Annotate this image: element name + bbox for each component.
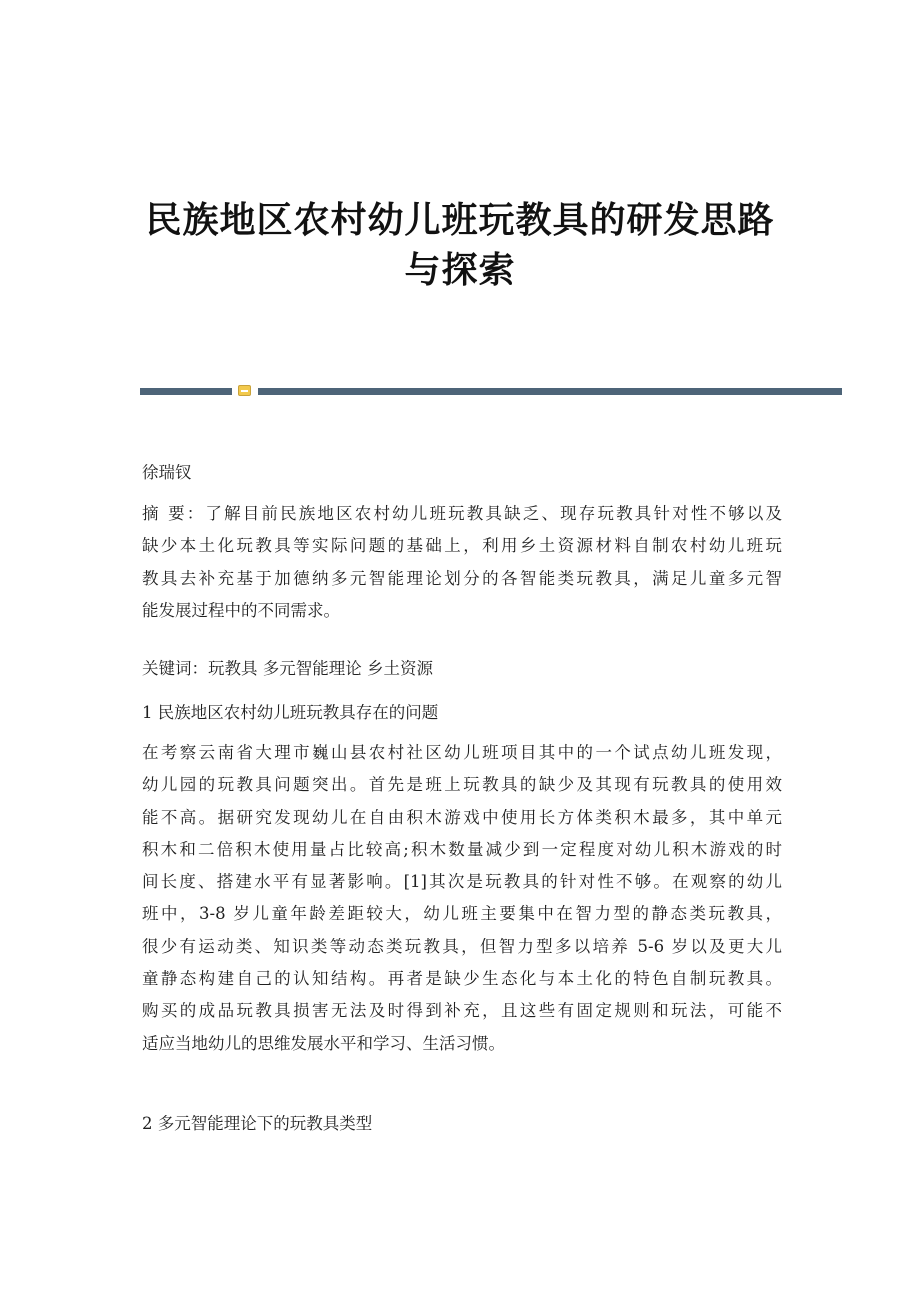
divider-bar-left bbox=[140, 388, 232, 395]
body-line: 幼儿园的玩教具问题突出。首先是班上玩教具的缺少及其现有玩教具的使用效 bbox=[142, 775, 782, 795]
author-name: 徐瑞钗 bbox=[142, 463, 192, 482]
body-line: 间长度、搭建水平有显著影响。[1]其次是玩教具的针对性不够。在观察的幼儿 bbox=[142, 872, 782, 892]
section-2-heading: 2 多元智能理论下的玩教具类型 bbox=[142, 1114, 373, 1133]
body-line: 很少有运动类、知识类等动态类玩教具，但智力型多以培养 5-6 岁以及更大儿 bbox=[142, 936, 782, 956]
paper-title-line-1: 民族地区农村幼儿班玩教具的研发思路 bbox=[145, 200, 775, 241]
divider-ornament-icon bbox=[238, 385, 251, 396]
body-line: 积木和二倍积木使用量占比较高;积木数量减少到一定程度对幼儿积木游戏的时 bbox=[142, 839, 782, 859]
abstract-line: 教具去补充基于加德纳多元智能理论划分的各智能类玩教具，满足儿童多元智 bbox=[142, 568, 782, 588]
abstract bbox=[142, 498, 782, 627]
body-line: 班中，3-8 岁儿童年龄差距较大，幼儿班主要集中在智力型的静态类玩教具， bbox=[142, 904, 782, 924]
abstract-line: 能发展过程中的不同需求。 bbox=[142, 600, 340, 620]
section-1-heading: 1 民族地区农村幼儿班玩教具存在的问题 bbox=[142, 703, 439, 722]
title-divider bbox=[140, 384, 842, 398]
body-line: 童静态构建自己的认知结构。再者是缺少生态化与本土化的特色自制玩教具。 bbox=[142, 969, 782, 989]
body-line: 在考察云南省大理市巍山县农村社区幼儿班项目其中的一个试点幼儿班发现， bbox=[142, 743, 782, 762]
body-line: 购买的成品玩教具损害无法及时得到补充，且这些有固定规则和玩法，可能不 bbox=[142, 1001, 782, 1021]
paper-title-line-2: 与探索 bbox=[404, 250, 516, 291]
abstract-line: 缺少本土化玩教具等实际问题的基础上，利用乡土资源材料自制农村幼儿班玩 bbox=[142, 536, 782, 556]
keywords: 关键词：玩教具 多元智能理论 乡土资源 bbox=[142, 659, 433, 678]
abstract-line: 摘 要：了解目前民族地区农村幼儿班玩教具缺乏、现存玩教具针对性不够以及 bbox=[142, 504, 782, 523]
divider-bar-right bbox=[258, 388, 842, 395]
body-line: 能不高。据研究发现幼儿在自由积木游戏中使用长方体类积木最多，其中单元 bbox=[142, 807, 782, 827]
section-1-body bbox=[142, 737, 782, 1060]
body-line: 适应当地幼儿的思维发展水平和学习、生活习惯。 bbox=[142, 1033, 505, 1053]
